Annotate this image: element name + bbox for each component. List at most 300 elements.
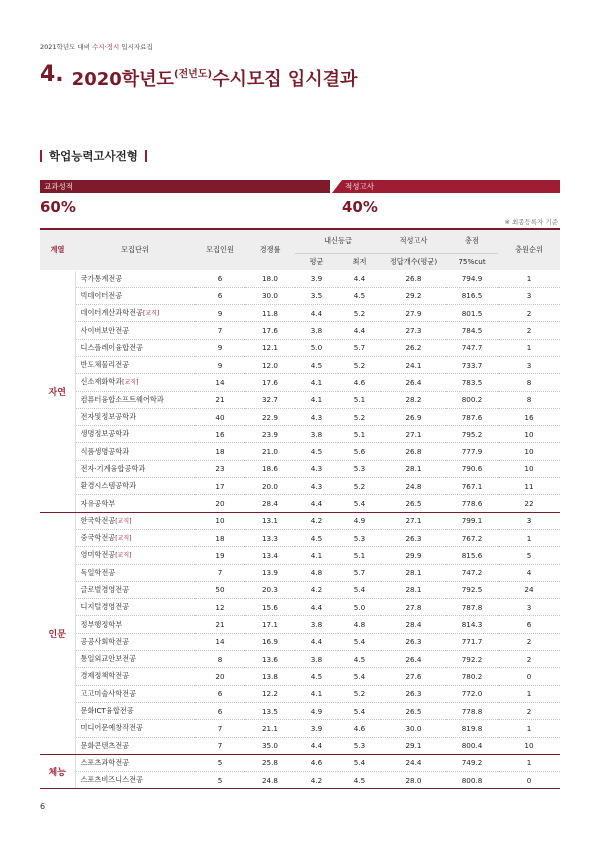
aptitude-cell: 29.1 <box>381 737 446 754</box>
total-cut-cell: 800.4 <box>446 737 498 754</box>
aptitude-cell: 26.5 <box>381 495 446 512</box>
competition-cell: 32.7 <box>245 391 295 408</box>
col-unit: 모집단위 <box>75 229 195 270</box>
table-row <box>40 547 560 564</box>
unit-cell <box>75 495 195 512</box>
aptitude-cell: 26.3 <box>381 529 446 546</box>
unit-cell <box>75 287 195 304</box>
unit-cell <box>75 616 195 633</box>
total-cut-cell: 819.8 <box>446 720 498 737</box>
total-cut-cell: 778.8 <box>446 702 498 719</box>
naesin-avg-cell: 4.8 <box>295 564 338 581</box>
section-bar-right <box>145 150 147 162</box>
unit-cell <box>75 322 195 339</box>
table-row <box>40 633 560 650</box>
unit-name: 데이터계산과학전공 <box>80 308 143 318</box>
unit-name: 전자및정보공학과 <box>80 412 137 422</box>
quota-cell: 21 <box>195 616 245 633</box>
quota-cell: 17 <box>195 478 245 495</box>
table-row <box>40 322 560 339</box>
unit-cell <box>75 305 195 322</box>
quota-cell: 50 <box>195 581 245 598</box>
table-row <box>40 426 560 443</box>
unit-name: 고고미술사학전공 <box>80 688 137 698</box>
total-cut-cell: 747.2 <box>446 564 498 581</box>
quota-cell: 23 <box>195 460 245 477</box>
aptitude-cell: 30.0 <box>381 720 446 737</box>
total-cut-cell: 783.5 <box>446 374 498 391</box>
unit-cell <box>75 581 195 598</box>
naesin-avg-cell: 4.3 <box>295 478 338 495</box>
unit-name: 독일학전공 <box>80 567 116 577</box>
unit-cell <box>75 737 195 754</box>
rank-cell: 2 <box>498 702 560 719</box>
table-row <box>40 305 560 322</box>
rank-cell: 8 <box>498 374 560 391</box>
unit-cell <box>75 443 195 460</box>
naesin-min-cell: 5.2 <box>338 685 381 702</box>
total-cut-cell: 816.5 <box>446 287 498 304</box>
naesin-min-cell: 5.4 <box>338 495 381 512</box>
unit-name: 빅데이터전공 <box>80 290 123 300</box>
header-suffix: 입시자료집 <box>119 43 153 51</box>
teaching-tag: [교직] <box>143 310 160 318</box>
naesin-min-cell: 4.4 <box>338 322 381 339</box>
aptitude-cell: 27.1 <box>381 426 446 443</box>
rank-cell: 22 <box>498 495 560 512</box>
table-row <box>40 564 560 581</box>
unit-cell <box>75 356 195 373</box>
quota-cell: 14 <box>195 374 245 391</box>
naesin-avg-cell: 5.0 <box>295 339 338 356</box>
quota-cell: 7 <box>195 564 245 581</box>
unit-name: 컴퓨터융합소프트웨어학과 <box>80 394 164 404</box>
col-aptitude: 적성고사 <box>381 229 446 253</box>
unit-cell <box>75 512 195 529</box>
aptitude-cell: 24.1 <box>381 356 446 373</box>
quota-cell: 9 <box>195 356 245 373</box>
competition-cell: 20.0 <box>245 478 295 495</box>
naesin-min-cell: 5.3 <box>338 737 381 754</box>
unit-name: 디지털경영전공 <box>80 602 130 612</box>
aptitude-cell: 28.1 <box>381 581 446 598</box>
naesin-min-cell: 5.2 <box>338 408 381 425</box>
rank-cell: 11 <box>498 478 560 495</box>
quota-cell: 16 <box>195 426 245 443</box>
unit-name: 생명정보공학과 <box>80 429 130 439</box>
quota-cell: 20 <box>195 668 245 685</box>
competition-cell: 15.6 <box>245 599 295 616</box>
quota-cell: 7 <box>195 322 245 339</box>
table-row <box>40 737 560 754</box>
naesin-avg-cell: 3.5 <box>295 287 338 304</box>
unit-cell <box>75 408 195 425</box>
unit-name: 글로벌경영전공 <box>80 584 130 594</box>
unit-cell <box>75 460 195 477</box>
quota-cell: 6 <box>195 685 245 702</box>
teaching-tag: [교직] <box>115 552 132 560</box>
aptitude-cell: 29.2 <box>381 287 446 304</box>
naesin-min-cell: 5.1 <box>338 547 381 564</box>
aptitude-cell: 28.2 <box>381 391 446 408</box>
unit-cell <box>75 339 195 356</box>
naesin-avg-cell: 4.5 <box>295 356 338 373</box>
naesin-avg-cell: 3.9 <box>295 720 338 737</box>
rank-cell: 16 <box>498 408 560 425</box>
competition-cell: 28.4 <box>245 495 295 512</box>
total-cut-cell: 815.6 <box>446 547 498 564</box>
table-row <box>40 651 560 668</box>
naesin-min-cell: 5.1 <box>338 391 381 408</box>
category-cell: 인문 <box>40 512 75 754</box>
unit-cell <box>75 529 195 546</box>
naesin-avg-cell: 3.9 <box>295 270 338 287</box>
competition-cell: 12.0 <box>245 356 295 373</box>
table-row <box>40 720 560 737</box>
competition-cell: 25.8 <box>245 754 295 771</box>
total-cut-cell: 767.1 <box>446 478 498 495</box>
rank-cell: 2 <box>498 633 560 650</box>
unit-name: 문화콘텐츠전공 <box>80 740 130 750</box>
rank-cell: 1 <box>498 529 560 546</box>
unit-cell <box>75 651 195 668</box>
total-cut-cell: 801.5 <box>446 305 498 322</box>
aptitude-cell: 28.4 <box>381 616 446 633</box>
naesin-avg-cell: 4.5 <box>295 443 338 460</box>
quota-cell: 18 <box>195 529 245 546</box>
table-row <box>40 356 560 373</box>
table-row <box>40 339 560 356</box>
page-number: 6 <box>40 802 46 811</box>
unit-name: 디스플레이융합전공 <box>80 342 143 352</box>
total-cut-cell: 778.6 <box>446 495 498 512</box>
unit-name: 자유공학부 <box>80 498 116 508</box>
competition-cell: 22.9 <box>245 408 295 425</box>
results-table <box>40 228 560 789</box>
naesin-avg-cell: 3.8 <box>295 651 338 668</box>
ratio-left-label: 교과성적 <box>44 182 73 191</box>
quota-cell: 21 <box>195 391 245 408</box>
table-row <box>40 668 560 685</box>
total-cut-cell: 747.7 <box>446 339 498 356</box>
section-bar-left <box>40 150 42 162</box>
unit-cell <box>75 633 195 650</box>
competition-cell: 30.0 <box>245 287 295 304</box>
table-row <box>40 443 560 460</box>
naesin-min-cell: 5.2 <box>338 305 381 322</box>
total-cut-cell: 787.8 <box>446 599 498 616</box>
total-cut-cell: 799.1 <box>446 512 498 529</box>
page-title <box>40 62 357 91</box>
naesin-min-cell: 4.6 <box>338 720 381 737</box>
aptitude-cell: 27.3 <box>381 322 446 339</box>
aptitude-cell: 28.1 <box>381 460 446 477</box>
table-row <box>40 616 560 633</box>
unit-name: 공공사회학전공 <box>80 636 130 646</box>
quota-cell: 20 <box>195 495 245 512</box>
aptitude-cell: 28.1 <box>381 564 446 581</box>
aptitude-cell: 29.9 <box>381 547 446 564</box>
ratio-left-percent: 60% <box>40 198 76 216</box>
competition-cell: 21.0 <box>245 443 295 460</box>
aptitude-cell: 24.8 <box>381 478 446 495</box>
table-row <box>40 460 560 477</box>
rank-cell: 1 <box>498 339 560 356</box>
naesin-avg-cell: 4.2 <box>295 512 338 529</box>
table-row <box>40 495 560 512</box>
aptitude-cell: 26.3 <box>381 685 446 702</box>
header-accent: 수시·정시 <box>92 43 120 51</box>
total-cut-cell: 792.5 <box>446 581 498 598</box>
competition-cell: 17.1 <box>245 616 295 633</box>
naesin-min-cell: 5.4 <box>338 668 381 685</box>
title-number: 4. <box>40 62 64 87</box>
table-row <box>40 529 560 546</box>
total-cut-cell: 814.3 <box>446 616 498 633</box>
unit-name: 전자·기계융합공학과 <box>80 463 146 473</box>
table-row <box>40 512 560 529</box>
competition-cell: 17.6 <box>245 374 295 391</box>
quota-cell: 7 <box>195 737 245 754</box>
naesin-min-cell: 4.9 <box>338 512 381 529</box>
section-title-text: 학업능력고사전형 <box>49 149 138 163</box>
quota-cell: 12 <box>195 599 245 616</box>
competition-cell: 13.8 <box>245 668 295 685</box>
table-row <box>40 478 560 495</box>
aptitude-cell: 24.4 <box>381 754 446 771</box>
quota-cell: 18 <box>195 443 245 460</box>
total-cut-cell: 790.6 <box>446 460 498 477</box>
quota-cell: 6 <box>195 270 245 287</box>
aptitude-cell: 26.4 <box>381 651 446 668</box>
naesin-min-cell: 5.4 <box>338 581 381 598</box>
col-naesin: 내신등급 <box>295 229 381 253</box>
competition-cell: 13.4 <box>245 547 295 564</box>
naesin-min-cell: 4.5 <box>338 651 381 668</box>
total-cut-cell: 733.7 <box>446 356 498 373</box>
aptitude-cell: 27.9 <box>381 305 446 322</box>
quota-cell: 10 <box>195 512 245 529</box>
teaching-tag: [교직] <box>122 379 139 387</box>
naesin-min-cell: 5.4 <box>338 702 381 719</box>
table-row <box>40 581 560 598</box>
naesin-avg-cell: 4.4 <box>295 737 338 754</box>
total-cut-cell: 795.2 <box>446 426 498 443</box>
naesin-avg-cell: 4.6 <box>295 754 338 771</box>
naesin-min-cell: 5.7 <box>338 339 381 356</box>
unit-cell <box>75 772 195 789</box>
aptitude-cell: 26.8 <box>381 270 446 287</box>
competition-cell: 13.5 <box>245 702 295 719</box>
table-row <box>40 408 560 425</box>
rank-cell: 3 <box>498 356 560 373</box>
competition-cell: 21.1 <box>245 720 295 737</box>
competition-cell: 18.0 <box>245 270 295 287</box>
rank-cell: 4 <box>498 564 560 581</box>
col-total: 총점 <box>446 229 498 253</box>
col-rank: 충원순위 <box>498 229 560 270</box>
col-competition: 경쟁률 <box>245 229 295 270</box>
rank-cell: 3 <box>498 512 560 529</box>
unit-cell <box>75 391 195 408</box>
unit-name: 스포츠과학전공 <box>80 757 130 767</box>
unit-name: 중국학전공 <box>80 533 116 543</box>
rank-cell: 2 <box>498 651 560 668</box>
title-main: 2020학년도 <box>71 69 174 90</box>
naesin-min-cell: 4.4 <box>338 270 381 287</box>
rank-cell: 3 <box>498 287 560 304</box>
naesin-min-cell: 4.8 <box>338 616 381 633</box>
naesin-min-cell: 5.0 <box>338 599 381 616</box>
table-row <box>40 702 560 719</box>
unit-cell <box>75 478 195 495</box>
rank-cell: 2 <box>498 305 560 322</box>
unit-name: 한국학전공 <box>80 515 116 525</box>
table-row <box>40 287 560 304</box>
quota-cell: 5 <box>195 754 245 771</box>
naesin-avg-cell: 4.1 <box>295 547 338 564</box>
naesin-min-cell: 5.3 <box>338 460 381 477</box>
rank-cell: 24 <box>498 581 560 598</box>
total-cut-cell: 777.9 <box>446 443 498 460</box>
rank-cell: 6 <box>498 616 560 633</box>
naesin-avg-cell: 4.2 <box>295 581 338 598</box>
rank-cell: 2 <box>498 322 560 339</box>
table-row <box>40 391 560 408</box>
unit-name: 영미학전공 <box>80 550 116 560</box>
naesin-avg-cell: 4.5 <box>295 529 338 546</box>
col-category: 계열 <box>40 229 75 270</box>
header-prefix: 2021학년도 대비 <box>40 43 93 51</box>
naesin-avg-cell: 4.1 <box>295 391 338 408</box>
naesin-min-cell: 5.2 <box>338 478 381 495</box>
rank-cell: 5 <box>498 547 560 564</box>
unit-cell <box>75 702 195 719</box>
ratio-bar-left <box>40 180 330 193</box>
aptitude-cell: 26.8 <box>381 443 446 460</box>
rank-cell: 10 <box>498 737 560 754</box>
aptitude-cell: 27.6 <box>381 668 446 685</box>
naesin-min-cell: 5.1 <box>338 426 381 443</box>
unit-cell <box>75 720 195 737</box>
naesin-avg-cell: 4.4 <box>295 495 338 512</box>
quota-cell: 14 <box>195 633 245 650</box>
col-naesin-min: 최저 <box>338 253 381 270</box>
table-row <box>40 599 560 616</box>
table-row <box>40 685 560 702</box>
rank-cell: 10 <box>498 460 560 477</box>
quota-cell: 9 <box>195 305 245 322</box>
unit-name: 식품생명공학과 <box>80 446 130 456</box>
table-row <box>40 270 560 287</box>
table-row <box>40 374 560 391</box>
competition-cell: 18.6 <box>245 460 295 477</box>
naesin-min-cell: 4.5 <box>338 772 381 789</box>
aptitude-cell: 27.8 <box>381 599 446 616</box>
section-title <box>40 148 147 164</box>
rank-cell: 1 <box>498 685 560 702</box>
quota-cell: 6 <box>195 287 245 304</box>
quota-cell: 7 <box>195 720 245 737</box>
naesin-min-cell: 5.6 <box>338 443 381 460</box>
competition-cell: 16.9 <box>245 633 295 650</box>
unit-name: 사이버보안전공 <box>80 325 130 335</box>
total-cut-cell: 771.7 <box>446 633 498 650</box>
total-cut-cell: 772.0 <box>446 685 498 702</box>
competition-cell: 12.2 <box>245 685 295 702</box>
rank-cell: 0 <box>498 772 560 789</box>
total-cut-cell: 800.8 <box>446 772 498 789</box>
table-row <box>40 754 560 771</box>
rank-cell: 1 <box>498 270 560 287</box>
unit-name: 문화ICT융합전공 <box>80 706 134 716</box>
title-rest: 수시모집 입시결과 <box>212 69 358 90</box>
unit-name: 환경시스템공학과 <box>80 481 137 491</box>
naesin-avg-cell: 4.2 <box>295 772 338 789</box>
category-cell: 체능 <box>40 754 75 789</box>
col-naesin-avg: 평균 <box>295 253 338 270</box>
competition-cell: 17.6 <box>245 322 295 339</box>
naesin-avg-cell: 4.5 <box>295 668 338 685</box>
col-aptitude-sub: 정답개수(평균) <box>381 253 446 270</box>
total-cut-cell: 787.6 <box>446 408 498 425</box>
rank-cell: 10 <box>498 426 560 443</box>
unit-name: 경제정책학전공 <box>80 671 130 681</box>
ratio-right-label: 적성고사 <box>345 182 374 191</box>
title-paren: (전년도) <box>173 69 213 80</box>
document-header <box>40 42 153 51</box>
competition-cell: 13.9 <box>245 564 295 581</box>
naesin-min-cell: 5.4 <box>338 633 381 650</box>
competition-cell: 13.6 <box>245 651 295 668</box>
teaching-tag: [교직] <box>115 517 132 525</box>
quota-cell: 5 <box>195 772 245 789</box>
total-cut-cell: 792.2 <box>446 651 498 668</box>
unit-name: 통일외교안보전공 <box>80 654 137 664</box>
rank-cell: 10 <box>498 443 560 460</box>
competition-cell: 11.8 <box>245 305 295 322</box>
unit-cell <box>75 426 195 443</box>
category-cell: 자연 <box>40 270 75 512</box>
competition-cell: 13.1 <box>245 512 295 529</box>
unit-name: 국가통계전공 <box>80 273 123 283</box>
aptitude-cell: 27.1 <box>381 512 446 529</box>
naesin-avg-cell: 4.1 <box>295 685 338 702</box>
naesin-min-cell: 5.4 <box>338 754 381 771</box>
naesin-min-cell: 4.5 <box>338 287 381 304</box>
unit-name: 미디어문예창작전공 <box>80 723 143 733</box>
unit-name: 신소재화학과 <box>80 377 123 387</box>
rank-cell: 0 <box>498 668 560 685</box>
quota-cell: 8 <box>195 651 245 668</box>
unit-cell <box>75 685 195 702</box>
ratio-strip <box>40 180 560 193</box>
table-row <box>40 772 560 789</box>
aptitude-cell: 26.4 <box>381 374 446 391</box>
naesin-avg-cell: 4.3 <box>295 408 338 425</box>
naesin-min-cell: 5.3 <box>338 529 381 546</box>
ratio-right-percent: 40% <box>342 198 378 216</box>
unit-name: 정부행정학부 <box>80 619 123 629</box>
competition-cell: 12.1 <box>245 339 295 356</box>
naesin-avg-cell: 3.8 <box>295 322 338 339</box>
quota-cell: 40 <box>195 408 245 425</box>
aptitude-cell: 26.2 <box>381 339 446 356</box>
quota-cell: 9 <box>195 339 245 356</box>
competition-cell: 13.3 <box>245 529 295 546</box>
basis-note: ※ 최종등록자 기준 <box>504 218 558 226</box>
total-cut-cell: 767.2 <box>446 529 498 546</box>
